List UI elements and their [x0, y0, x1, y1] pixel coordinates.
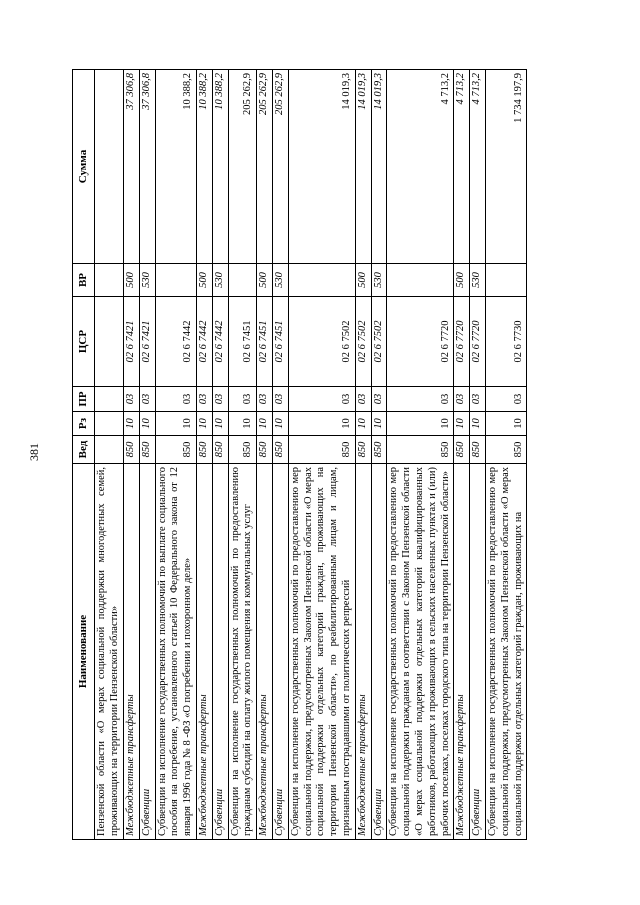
cell-sum: 205 262,9 — [228, 70, 257, 264]
cell-name: Межбюджетные трансферты — [196, 464, 212, 840]
cell-rz: 10 — [454, 412, 470, 436]
cell-name: Межбюджетные трансферты — [124, 464, 140, 840]
table-row — [212, 70, 228, 840]
cell-vr: 530 — [470, 264, 486, 297]
cell-ved: 850 — [155, 436, 196, 464]
cell-ved: 850 — [196, 436, 212, 464]
budget-table — [72, 69, 527, 840]
cell-name: Субвенции — [371, 464, 387, 840]
cell-rz — [95, 412, 124, 436]
cell-sum: 1 734 197,9 — [485, 70, 526, 264]
cell-csr: 02 6 7502 — [355, 297, 371, 387]
cell-name: Субвенции на исполнение государственных полномочий по выплате социального пособия на погребение, установленного статьей 10 Федерального закона от 12 января 1996 года № 8 -ФЗ «О погребении и похоронном деле» — [155, 464, 196, 840]
cell-pr: 03 — [257, 387, 273, 412]
table-row — [355, 70, 371, 840]
cell-sum: 4 713,2 — [454, 70, 470, 264]
cell-vr: 500 — [196, 264, 212, 297]
cell-pr: 03 — [272, 387, 288, 412]
page-number: 381 — [27, 443, 41, 461]
cell-ved: 850 — [228, 436, 257, 464]
cell-sum: 37 306,8 — [139, 70, 155, 264]
table-row — [257, 70, 273, 840]
cell-ved — [95, 436, 124, 464]
cell-rz: 10 — [371, 412, 387, 436]
cell-name: Межбюджетные трансферты — [355, 464, 371, 840]
table-row — [387, 70, 454, 840]
cell-name: Пензенской области «О мерах социальной поддержки многодетных семей, проживающих на территории Пензенской области» — [95, 464, 124, 840]
cell-sum: 37 306,8 — [124, 70, 140, 264]
cell-rz: 10 — [139, 412, 155, 436]
cell-vr: 530 — [139, 264, 155, 297]
cell-name: Субвенции — [139, 464, 155, 840]
cell-rz: 10 — [470, 412, 486, 436]
cell-vr: 530 — [272, 264, 288, 297]
table-row — [371, 70, 387, 840]
header-vr: ВР — [73, 264, 95, 297]
cell-sum: 10 388,2 — [196, 70, 212, 264]
table-row — [228, 70, 257, 840]
table-row — [454, 70, 470, 840]
cell-pr: 03 — [212, 387, 228, 412]
cell-vr: 500 — [454, 264, 470, 297]
cell-vr — [95, 264, 124, 297]
cell-pr: 03 — [228, 387, 257, 412]
cell-ved: 850 — [257, 436, 273, 464]
cell-name: Субвенции — [272, 464, 288, 840]
cell-csr: 02 6 7451 — [228, 297, 257, 387]
cell-csr: 02 6 7720 — [387, 297, 454, 387]
cell-vr: 500 — [257, 264, 273, 297]
cell-pr: 03 — [139, 387, 155, 412]
cell-csr: 02 6 7451 — [257, 297, 273, 387]
cell-csr: 02 6 7442 — [212, 297, 228, 387]
table-row — [470, 70, 486, 840]
table-row — [139, 70, 155, 840]
cell-ved: 850 — [371, 436, 387, 464]
cell-rz: 10 — [212, 412, 228, 436]
table-row — [196, 70, 212, 840]
cell-csr — [95, 297, 124, 387]
cell-sum: 205 262,9 — [257, 70, 273, 264]
cell-name: Субвенции — [212, 464, 228, 840]
rotated-page-content — [72, 70, 590, 840]
cell-csr: 02 6 7720 — [454, 297, 470, 387]
cell-csr: 02 6 7442 — [155, 297, 196, 387]
cell-csr: 02 6 7451 — [272, 297, 288, 387]
cell-pr: 03 — [371, 387, 387, 412]
cell-ved: 850 — [139, 436, 155, 464]
cell-name: Межбюджетные трансферты — [454, 464, 470, 840]
cell-pr: 03 — [470, 387, 486, 412]
cell-name: Субвенции на исполнение государственных полномочий по предоставлению мер социальной поддержки, предусмотренных Законом Пензенской области «О мерах социальной поддержки отдельных категорий граждан, проживающих на — [485, 464, 526, 840]
cell-csr: 02 6 7720 — [470, 297, 486, 387]
cell-rz: 10 — [124, 412, 140, 436]
cell-csr: 02 6 7502 — [371, 297, 387, 387]
cell-vr — [155, 264, 196, 297]
cell-rz: 10 — [257, 412, 273, 436]
cell-rz: 10 — [155, 412, 196, 436]
cell-vr: 530 — [212, 264, 228, 297]
cell-vr: 530 — [371, 264, 387, 297]
cell-pr: 03 — [288, 387, 355, 412]
header-pr: ПР — [73, 387, 95, 412]
cell-sum: 14 019,3 — [355, 70, 371, 264]
cell-ved: 850 — [212, 436, 228, 464]
cell-csr: 02 6 7442 — [196, 297, 212, 387]
cell-vr: 500 — [355, 264, 371, 297]
cell-ved: 850 — [454, 436, 470, 464]
cell-rz: 10 — [196, 412, 212, 436]
cell-pr: 03 — [355, 387, 371, 412]
cell-sum: 14 019,3 — [288, 70, 355, 264]
cell-rz: 10 — [355, 412, 371, 436]
cell-sum — [95, 70, 124, 264]
cell-vr: 500 — [124, 264, 140, 297]
cell-rz: 10 — [272, 412, 288, 436]
cell-sum: 10 388,2 — [155, 70, 196, 264]
cell-ved: 850 — [272, 436, 288, 464]
cell-csr: 02 6 7421 — [139, 297, 155, 387]
cell-csr: 02 6 7421 — [124, 297, 140, 387]
cell-name: Субвенции — [470, 464, 486, 840]
cell-pr: 03 — [485, 387, 526, 412]
header-ved: Вед — [73, 436, 95, 464]
cell-pr — [95, 387, 124, 412]
cell-pr: 03 — [387, 387, 454, 412]
cell-ved: 850 — [288, 436, 355, 464]
cell-ved: 850 — [470, 436, 486, 464]
cell-name: Субвенции на исполнение государственных полномочий по предоставлению мер социальной поддержки гражданам в соответствии с Законом Пензенской области «О мерах социальной поддержки отдельных категорий квалифицированных работников, работающих и проживающих в сельских населенных пунктах и (или) рабочих поселках, поселках городского типа на территории Пензенской области» — [387, 464, 454, 840]
cell-ved: 850 — [387, 436, 454, 464]
table-row — [288, 70, 355, 840]
cell-ved: 850 — [485, 436, 526, 464]
cell-rz: 10 — [485, 412, 526, 436]
table-body — [95, 70, 527, 840]
cell-pr: 03 — [124, 387, 140, 412]
cell-csr: 02 6 7502 — [288, 297, 355, 387]
cell-vr — [485, 264, 526, 297]
cell-rz: 10 — [228, 412, 257, 436]
header-csr: ЦСР — [73, 297, 95, 387]
cell-vr — [387, 264, 454, 297]
table-row — [155, 70, 196, 840]
cell-sum: 14 019,3 — [371, 70, 387, 264]
cell-name: Субвенции на исполнение государственных полномочий по предоставлению гражданам субсидий на оплату жилого помещения и коммунальных услуг — [228, 464, 257, 840]
cell-rz: 10 — [288, 412, 355, 436]
cell-csr: 02 6 7730 — [485, 297, 526, 387]
cell-ved: 850 — [355, 436, 371, 464]
table-row — [272, 70, 288, 840]
cell-sum: 205 262,9 — [272, 70, 288, 264]
cell-ved: 850 — [124, 436, 140, 464]
cell-pr: 03 — [196, 387, 212, 412]
header-sum: Сумма — [73, 70, 95, 264]
header-name: Наименование — [73, 464, 95, 840]
cell-sum: 10 388,2 — [212, 70, 228, 264]
cell-vr — [288, 264, 355, 297]
cell-pr: 03 — [155, 387, 196, 412]
cell-name: Субвенции на исполнение государственных полномочий по предоставлению мер социальной поддержки, предусмотренных Законом Пензенской области «О мерах социальной поддержки отдельных категорий граждан, проживающих на территории Пензенской области», по реабилитированным лицам и лицам, признанным пострадавшими от политических репрессий — [288, 464, 355, 840]
cell-rz: 10 — [387, 412, 454, 436]
table-row — [485, 70, 526, 840]
cell-pr: 03 — [454, 387, 470, 412]
table-header-row — [73, 70, 95, 840]
cell-name: Межбюджетные трансферты — [257, 464, 273, 840]
table-row — [95, 70, 124, 840]
cell-sum: 4 713,2 — [470, 70, 486, 264]
cell-sum: 4 713,2 — [387, 70, 454, 264]
table-row — [124, 70, 140, 840]
cell-vr — [228, 264, 257, 297]
header-rz: Рз — [73, 412, 95, 436]
